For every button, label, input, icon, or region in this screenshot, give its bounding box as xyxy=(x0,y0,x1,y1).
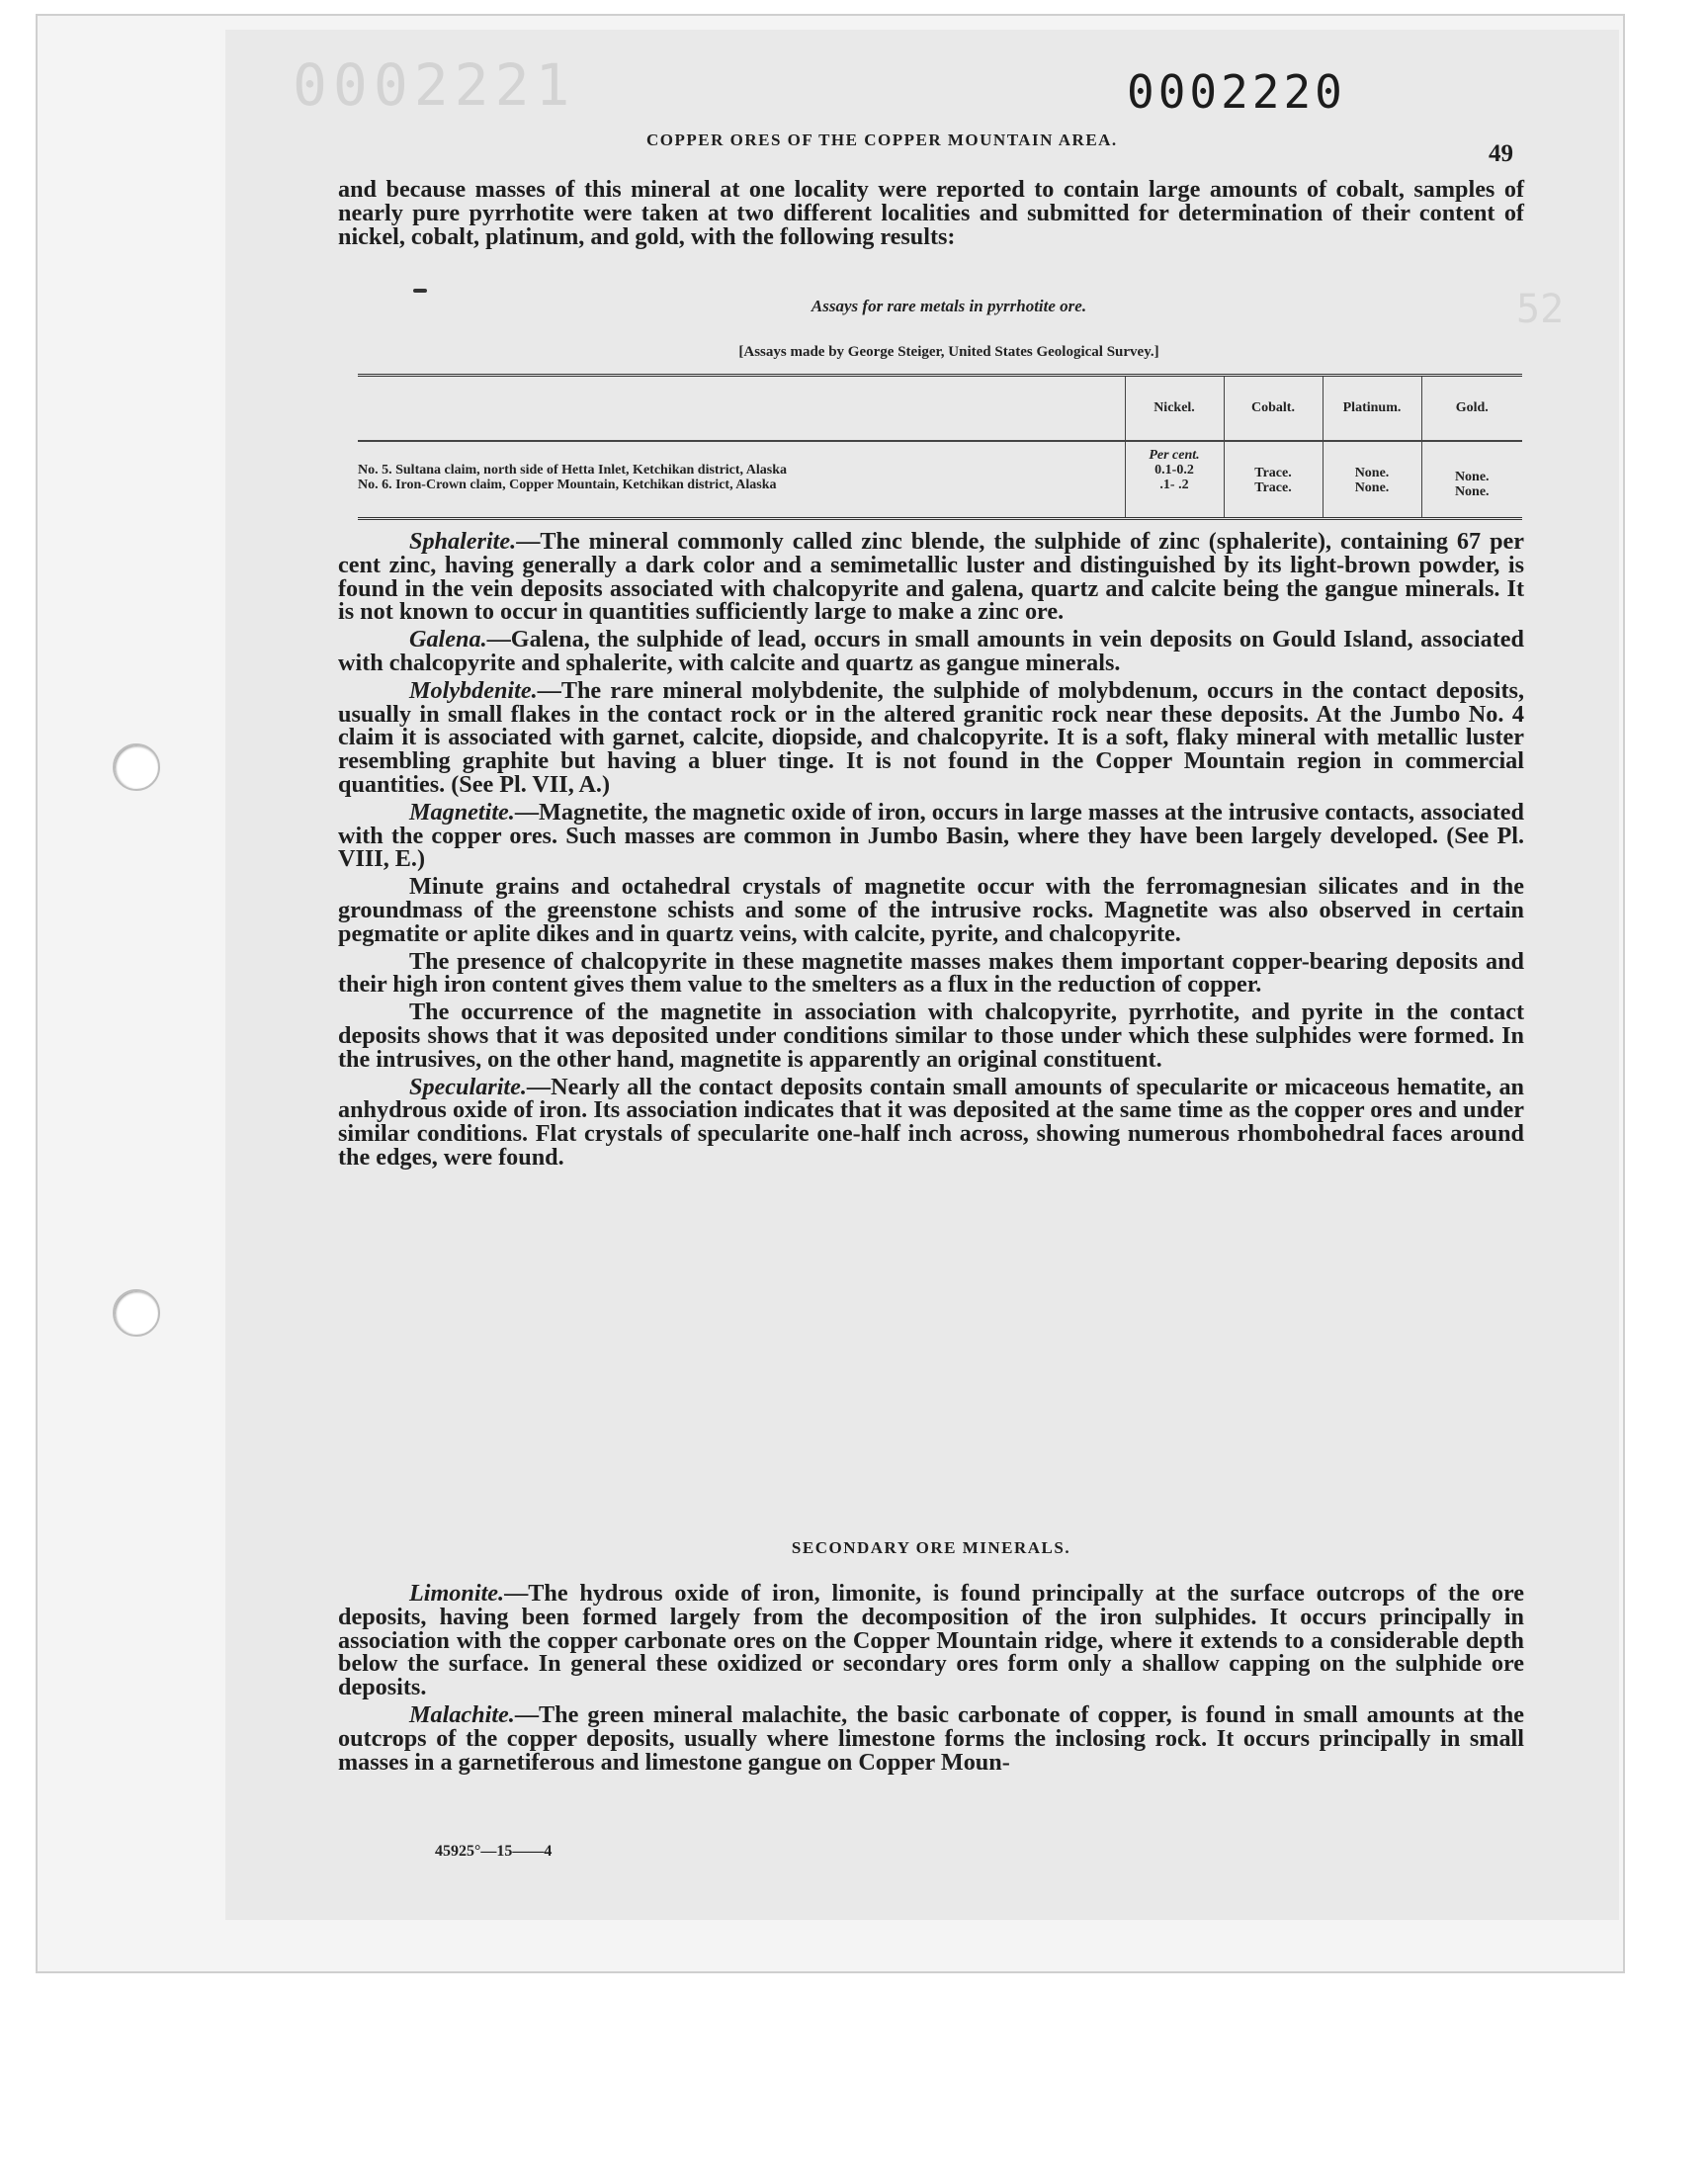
paragraph-molybdenite xyxy=(338,676,1524,798)
intro-text: and because masses of this mineral at one locality were reported to contain large amounts of cobalt, samples of nearly pure pyrrhotite were taken at two different localities and submitted for determination of their content of nickel, cobalt, platinum, and gold, with the following results: xyxy=(338,176,1524,250)
sample-cell xyxy=(358,441,1125,519)
paragraph-body: —The rare mineral molybdenite, the sulphide of molybdenum, occurs in the contact deposits, usually in small flakes in the contact rock or in the altered granitic rock near these deposits. At the Jumbo No. 4 claim it is associated with garnet, calcite, diopside, and chalcopyrite. It is a soft, flaky mineral with metallic luster resembling graphite but having a bluer tinge. It is not found in the Copper Mountain region in commercial quantities. (See Pl. VII, A.) xyxy=(338,676,1524,798)
table-header-cobalt: Cobalt. xyxy=(1224,376,1323,442)
bleed-through-mark: 52 xyxy=(1516,287,1565,332)
paragraph-sphalerite xyxy=(338,530,1524,624)
table-credit: [Assays made by George Steiger, United States Geological Survey.] xyxy=(738,344,1159,360)
paragraph-body: The occurrence of the magnetite in association with chalcopyrite, pyrrhotite, and pyrite in the contact deposits shows that it was deposited under conditions similar to those under which these sulphides were formed. In the intrusives, on the other hand, magnetite is apparently an original constituent. xyxy=(338,999,1524,1073)
nickel-value: .1- .2 xyxy=(1159,478,1189,492)
paragraph-occurrence xyxy=(338,1000,1524,1071)
table-header-gold: Gold. xyxy=(1421,376,1522,442)
paragraph-body: The presence of chalcopyrite in these magnetite masses makes them important copper-bearing deposits and their high iron content gives them value to the smelters as a flux in the reduction of copper. xyxy=(338,947,1524,999)
table-header-sample xyxy=(358,376,1125,442)
intro-paragraph xyxy=(338,178,1524,248)
section-heading: SECONDARY ORE MINERALS. xyxy=(791,1538,1071,1557)
paragraph-chalcopyrite xyxy=(338,947,1524,999)
bleed-through-number: 0002221 xyxy=(293,51,576,119)
paragraph-specularite xyxy=(338,1073,1524,1171)
nickel-cell xyxy=(1125,441,1224,519)
table-header-platinum: Platinum. xyxy=(1323,376,1421,442)
gold-value: None. xyxy=(1454,484,1490,499)
paragraph-body: —The hydrous oxide of iron, limonite, is found principally at the surface outcrops of the ore deposits, having been formed largely from the decomposition of the iron sulphides. It occurs principally in association with the copper carbonate ores on the Copper Mountain ridge, where it extends to a considerable depth below the surface. In general these oxidized or secondary ores form only a shallow capping on the sulphide ore deposits. xyxy=(338,1580,1524,1701)
nickel-value: 0.1-0.2 xyxy=(1154,463,1194,478)
paragraph-lead: Malachite. xyxy=(409,1700,515,1728)
table-header-nickel: Nickel. xyxy=(1125,376,1224,442)
signature-mark: 45925°—15——4 xyxy=(435,1843,553,1860)
running-head: COPPER ORES OF THE COPPER MOUNTAIN AREA. xyxy=(646,130,1118,149)
paragraph-lead: Sphalerite. xyxy=(409,528,517,555)
cobalt-value: Trace. xyxy=(1254,466,1292,480)
paragraph-malachite xyxy=(338,1700,1524,1776)
unit-label: Per cent. xyxy=(1149,448,1200,463)
table-caption: Assays for rare metals in pyrrhotite ore. xyxy=(811,297,1087,315)
cobalt-cell xyxy=(1224,441,1323,519)
paragraph-body: —The mineral commonly called zinc blende, the sulphide of zinc (sphalerite), containing 67 per cent zinc, having generally a dark color and a semimetallic luster and distinguished by its light-brown powder, is found in the vein deposits associated with chalcopyrite and galena, quartz and calcite being the gangue minerals. It is not known to occur in quantities sufficiently large to make a zinc ore. xyxy=(338,528,1524,626)
scan-speck xyxy=(413,289,427,293)
paragraph-magnetite xyxy=(338,798,1524,873)
gold-value: None. xyxy=(1454,470,1490,484)
paragraph-lead: Limonite. xyxy=(409,1580,505,1607)
paragraph-lead: Molybdenite. xyxy=(409,676,538,704)
platinum-value: None. xyxy=(1354,480,1390,495)
paragraph-body: —The green mineral malachite, the basic carbonate of copper, is found in small amounts at the outcrops of the copper deposits, usually where limestone forms the inclosing rock. It occurs principally in small masses in a garnetiferous and limestone gangue on Copper Moun- xyxy=(338,1700,1524,1776)
punch-hole-upper xyxy=(113,743,160,791)
assay-table xyxy=(358,374,1522,520)
stamp-number: 0002220 xyxy=(1127,65,1346,119)
paragraph-lead: Galena. xyxy=(409,626,487,653)
paragraph-lead: Magnetite. xyxy=(409,798,515,826)
primary-minerals-text xyxy=(338,530,1524,1170)
cobalt-value: Trace. xyxy=(1254,480,1292,495)
paragraph-body: —Nearly all the contact deposits contain small amounts of specularite or micaceous hematite, an anhydrous oxide of iron. Its association indicates that it was deposited at the same time as the copper ores and under similar conditions. Flat crystals of specularite one-half inch across, showing numerous rhombohedral faces around the edges, were found. xyxy=(338,1073,1524,1171)
paragraph-body: Minute grains and octahedral crystals of magnetite occur with the ferromagnesian silicates and in the groundmass of the greenstone schists and some of the intrusive rocks. Magnetite was also observed in certain pegmatite or aplite dikes and in quartz veins, with calcite, pyrite, and chalcopyrite. xyxy=(338,873,1524,947)
platinum-value: None. xyxy=(1354,466,1390,480)
paragraph-body: —Magnetite, the magnetic oxide of iron, occurs in large masses at the intrusive contacts, associated with the copper ores. Such masses are common in Jumbo Basin, where they have been largely developed. (See Pl. VIII, E.) xyxy=(338,798,1524,873)
sample-name: No. 5. Sultana claim, north side of Hetta Inlet, Ketchikan district, Alaska xyxy=(358,463,788,478)
paragraph-magnetite-grains xyxy=(338,875,1524,945)
paragraph-body: —Galena, the sulphide of lead, occurs in small amounts in vein deposits on Gould Island, associated with chalcopyrite and sphalerite, with calcite and quartz as gangue minerals. xyxy=(338,626,1524,676)
paragraph-lead: Specularite. xyxy=(409,1073,527,1100)
secondary-minerals-text xyxy=(338,1582,1524,1774)
platinum-cell xyxy=(1323,441,1421,519)
paragraph-galena xyxy=(338,628,1524,675)
sample-name: No. 6. Iron-Crown claim, Copper Mountain, Ketchikan district, Alaska xyxy=(358,478,777,492)
gold-cell xyxy=(1421,441,1522,519)
paragraph-limonite xyxy=(338,1582,1524,1699)
punch-hole-lower xyxy=(113,1289,160,1337)
page-number: 49 xyxy=(1489,140,1513,167)
table-header-row xyxy=(358,376,1522,442)
table-row xyxy=(358,441,1522,519)
